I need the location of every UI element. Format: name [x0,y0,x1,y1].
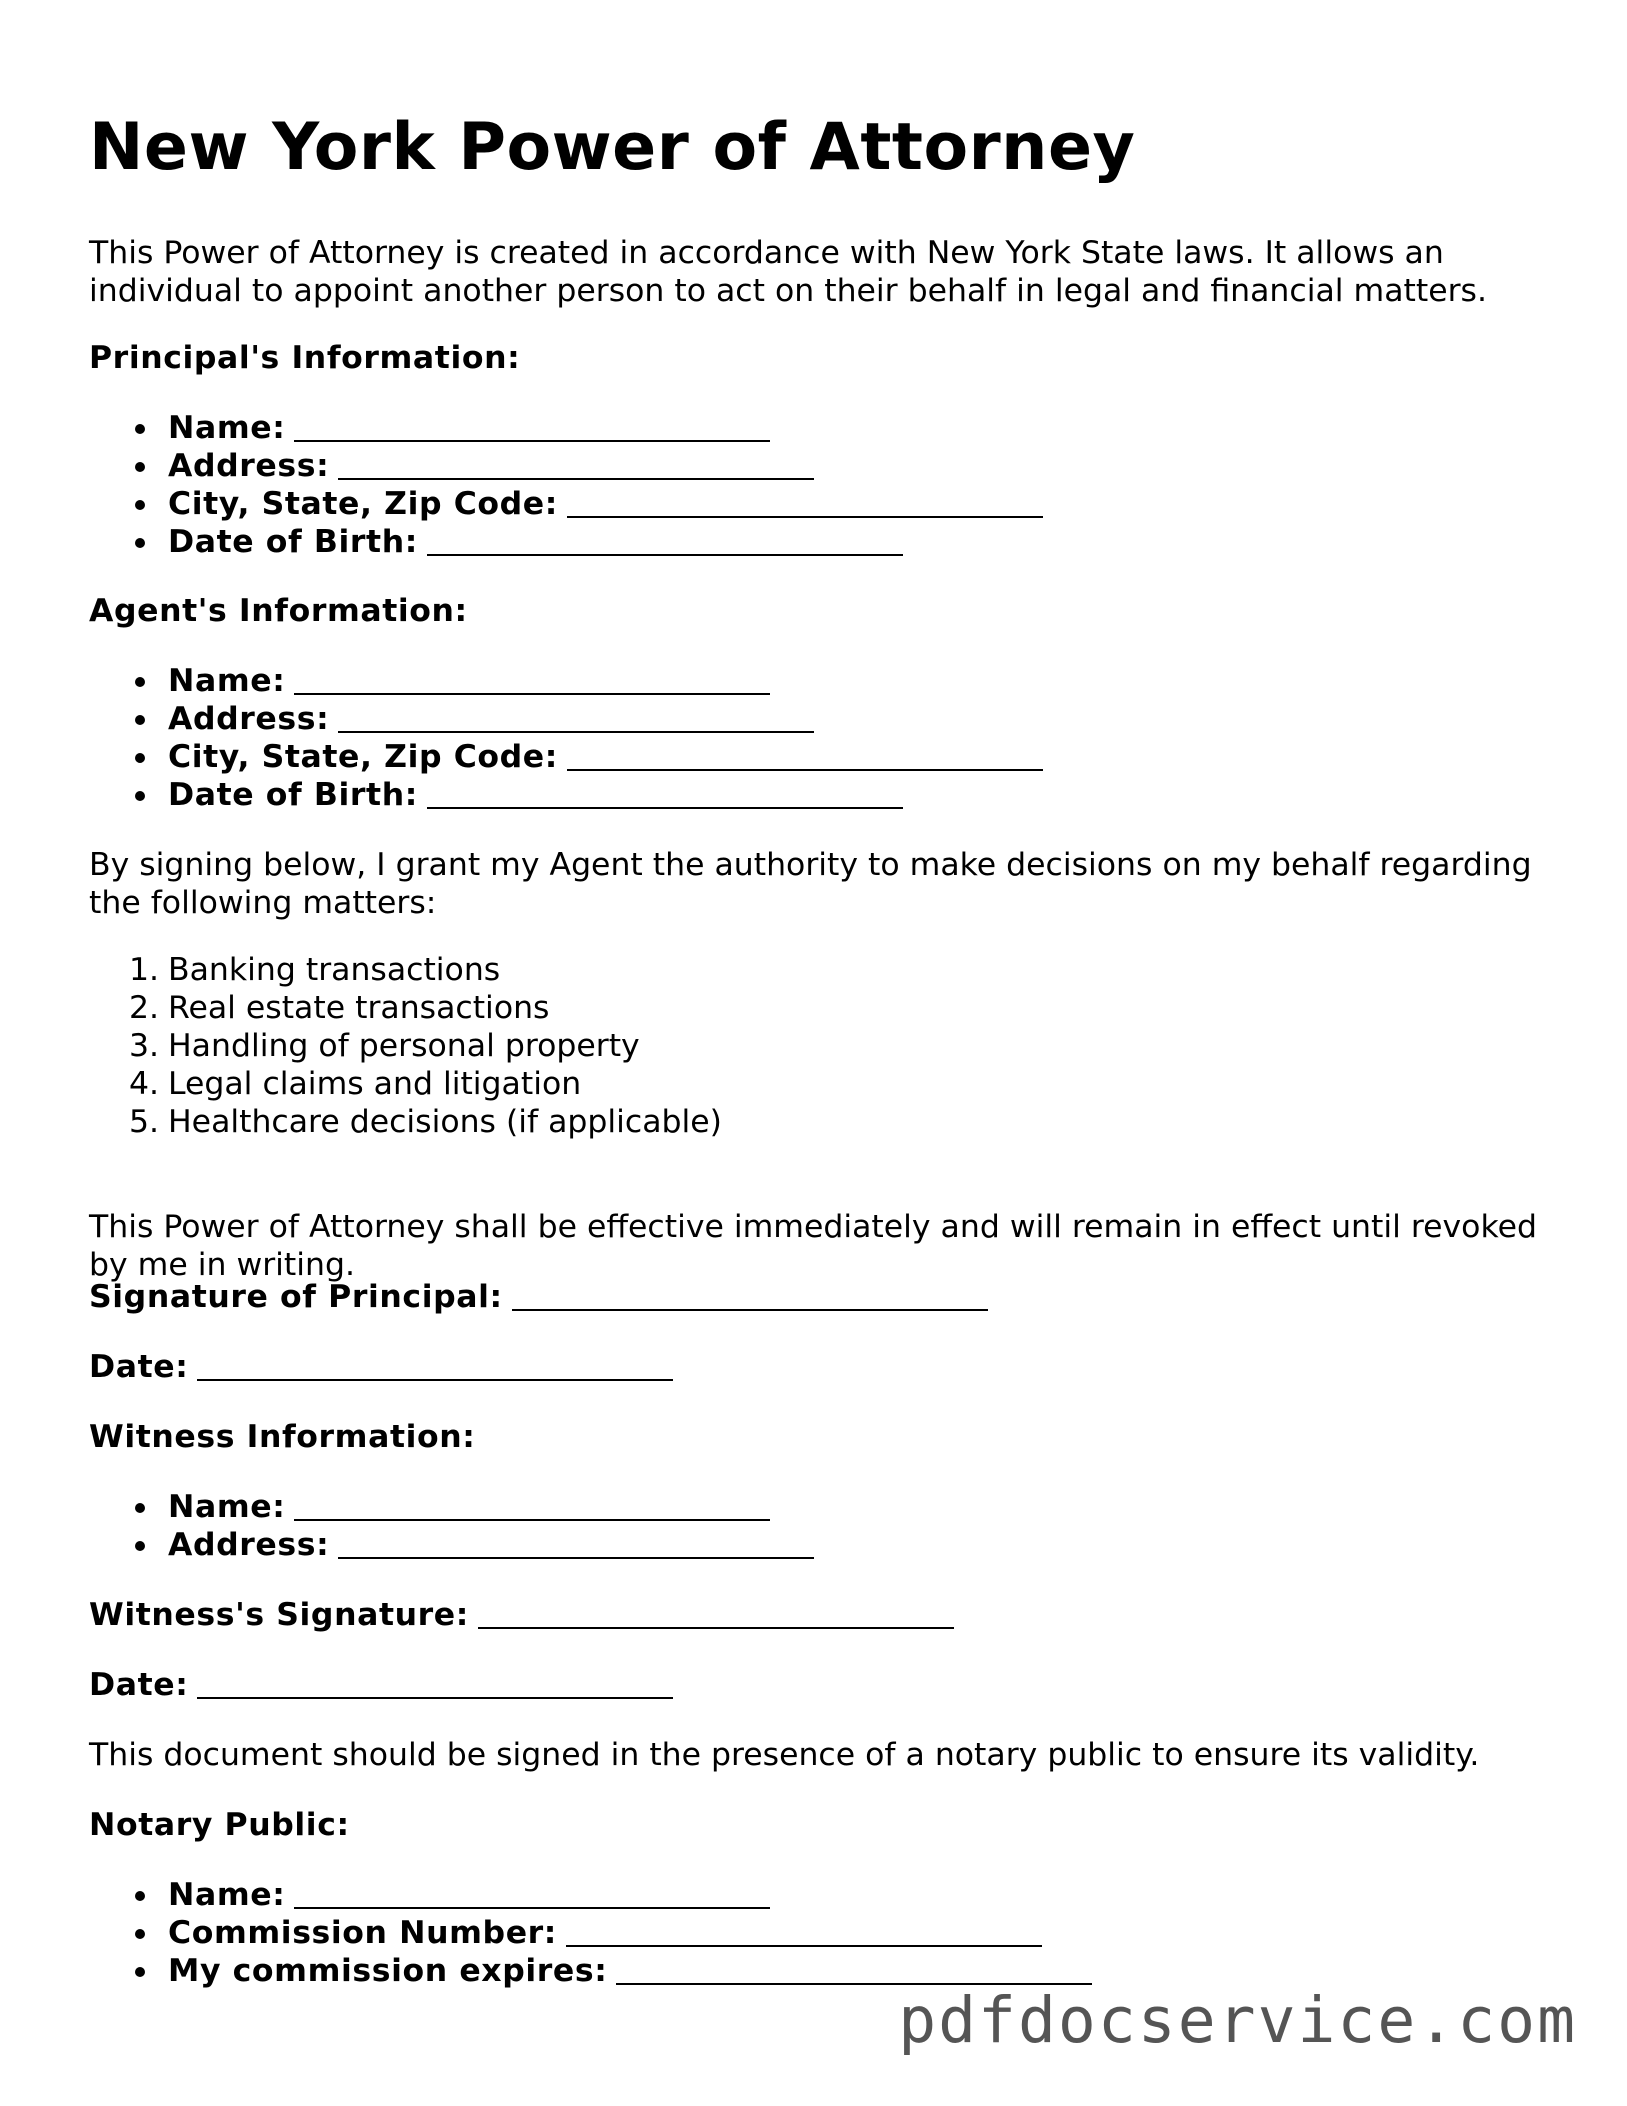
bullet-icon [135,500,145,510]
blank-line[interactable] [338,703,814,733]
bullet-icon [135,1541,145,1551]
bullet-icon [135,753,145,763]
notary-expires-field: My commission expires: [89,1952,1092,1990]
blank-line[interactable] [294,665,770,695]
blank-line[interactable] [567,488,1043,518]
principal-address-field: Address: [89,447,1043,485]
witness-signature-line: Witness's Signature: [89,1596,954,1634]
notary-fields [89,1876,1092,1990]
witness-fields [89,1488,814,1564]
date-blank[interactable] [197,1669,673,1699]
bullet-icon [135,538,145,548]
signature-blank[interactable] [478,1599,954,1629]
principal-fields [89,409,1043,561]
agent-address-field: Address: [89,700,1043,738]
witness-name-field: Name: [89,1488,814,1526]
blank-line[interactable] [338,1529,814,1559]
bullet-icon [135,677,145,687]
power-item: 5. Healthcare decisions (if applicable) [129,1104,722,1140]
blank-line[interactable] [616,1955,1092,1985]
notary-name-field: Name: [89,1876,1092,1914]
power-item: 4. Legal claims and litigation [129,1066,582,1102]
blank-line[interactable] [294,412,770,442]
blank-line[interactable] [294,1879,770,1909]
bullet-icon [135,1929,145,1939]
principal-city-field: City, State, Zip Code: [89,485,1043,523]
agent-name-field: Name: [89,662,1043,700]
grant-paragraph: By signing below, I grant my Agent the authority to make decisions on my behalf regarding the following matters: [89,847,1532,921]
power-item: 2. Real estate transactions [129,990,550,1026]
date-blank[interactable] [197,1351,673,1381]
blank-line[interactable] [566,1917,1042,1947]
blank-line[interactable] [427,779,903,809]
principal-dob-field: Date of Birth: [89,523,1043,561]
principal-heading: Principal's Information: [89,340,521,376]
principal-signature-line: Signature of Principal: [89,1278,988,1316]
bullet-icon [135,424,145,434]
agent-heading: Agent's Information: [89,593,468,629]
signature-blank[interactable] [512,1281,988,1311]
principal-name-field: Name: [89,409,1043,447]
notary-heading: Notary Public: [89,1807,350,1843]
page-title: New York Power of Attorney [89,110,1136,185]
notary-commission-field: Commission Number: [89,1914,1092,1952]
power-item: 1. Banking transactions [129,952,501,988]
bullet-icon [135,715,145,725]
blank-line[interactable] [294,1491,770,1521]
bullet-icon [135,791,145,801]
blank-line[interactable] [427,526,903,556]
bullet-icon [135,1503,145,1513]
blank-line[interactable] [338,450,814,480]
powers-list [89,951,722,1141]
document [89,108,1549,1989]
witness-address-field: Address: [89,1526,814,1564]
intro-paragraph: This Power of Attorney is created in accordance with New York State laws. It allows an individual to appoint another person to act on their behalf in legal and financial matters. [89,235,1487,309]
agent-city-field: City, State, Zip Code: [89,738,1043,776]
power-item: 3. Handling of personal property [129,1028,640,1064]
notary-note: This document should be signed in the presence of a notary public to ensure its validity. [89,1737,1480,1773]
effective-paragraph: This Power of Attorney shall be effective immediately and will remain in effect until revoked by me in writing. [89,1209,1537,1283]
witness-heading: Witness Information: [89,1419,476,1455]
bullet-icon [135,1891,145,1901]
agent-fields [89,662,1043,814]
principal-date-line: Date: [89,1348,673,1386]
watermark: pdfdocservice.com [898,1984,1577,2057]
blank-line[interactable] [567,741,1043,771]
bullet-icon [135,462,145,472]
witness-date-line: Date: [89,1666,673,1704]
bullet-icon [135,1967,145,1977]
agent-dob-field: Date of Birth: [89,776,1043,814]
